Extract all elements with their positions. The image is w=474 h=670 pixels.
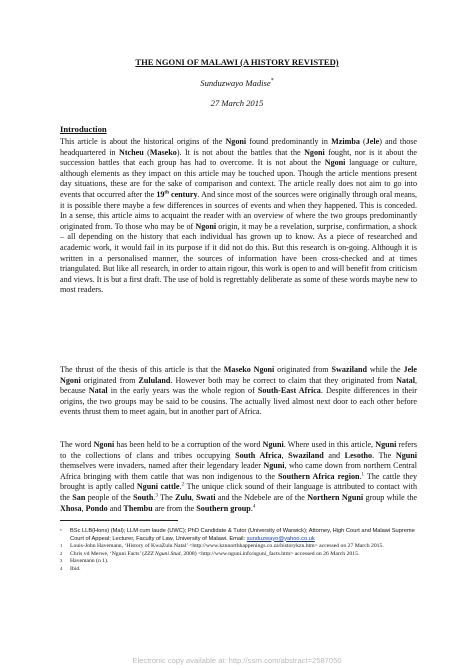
footnote-mark: 3 [60, 558, 63, 564]
ssrn-footer-link[interactable]: Electronic copy available at: http://ssrn.com/abstract=2587050 [132, 656, 342, 665]
footnote-author: * BSc LLB(Hons) (Mal); LLM cum laude (UWC); PhD Candidate & Tutor (University of Warwick); Attorney, High Court and Malawi Supreme Court of Appeal; Lecturer, Faculty of Law, University of Malawi. Email: sunduzwayo@yahoo.co.uk [60, 528, 415, 542]
footnote-1: 1 Louis-John Havemann, ‘History of KwaZulu Natal’ <http://www.kznnorthhappenings.co.za/historykzn.htm> accessed on 27 March 2015. [60, 543, 384, 550]
footnote-mark: 2 [60, 550, 63, 556]
paper-title: THE NGONI OF MALAWI (A HISTORY REVISTED) [135, 57, 339, 67]
footnote-separator [60, 520, 178, 521]
footnote-mark: 4 [60, 565, 63, 571]
footnote-mark: 1 [60, 543, 63, 549]
publication-date: 27 March 2015 [210, 98, 264, 108]
section-heading: Introduction [60, 124, 107, 134]
footnote-3: 3 Havemann (n 1). [60, 558, 109, 565]
footnote-4: 4 Ibid. [60, 565, 81, 572]
footnote-mark: * [60, 528, 62, 533]
author-email-link[interactable]: sunduzwayo@yahoo.co.uk [246, 535, 315, 542]
author-footnote-marker[interactable]: * [270, 78, 274, 85]
footnote-2: 2 Chris vd Merwe, ‘Nguni Facts’ (ZZZ Nguni Stud, 2008) <http://www.nguni.info/nguni_facts.htm> accessed on 26 March 2015. [60, 550, 360, 557]
paragraph-3: The word Ngoni has been held to be a corruption of the word Nguni. Where used in this article, Nguni refers to the collections of clans and tribes occupying South Africa, Swaziland and Lesotho. The Nguni themselves were invaders, named after their legendary leader Nguni, who came down from northern Central Africa bringing with them cattle that was non indigenous to the Southern Africa region.$^1$ The cattle they brought is aptly called Nguni cattle.$^2$ The unique click sound of their language is attributed to contact with the San people of the South.$^3$ The Zulu, Swati and the Ndebele are of the Northern Nguni group while the Xhosa, Pondo and Thembu are from the Southern group.$^4$ [60, 440, 418, 513]
paragraph-1: This article is about the historical origins of the Ngoni found predominantly in Mzimba (Jele) and those headquartered in Ntcheu (Maseko). It is not about the battles that the Ngoni fought, nor is it about the succession battles that each group has had to overcome. It is not about the Ngoni language or culture, although elements as they impact on this article may be touched upon. Though the article mentions present day situations, these are for the sake of comparison and context. The article really does not aim to go into events that occurred after the 19th century. And since most of the sources were originally through oral means, it is possible there maybe a few differences in sources of events and when they happened. This is conceded. In a sense, this article aims to acquaint the reader with an overview of where the two groups predominantly originated from. To those who may be of Ngoni origin, it may be a revelation, surprise, confirmation, a shock – all depending on the history that each individual has grown up to know. As a piece of researched and academic work, it would fail in its purpose if it did not do this. But this research is on-going. Although it is written in a personalised manner, the sources of information have been cross-checked and at times triangulated. But like all research, in order to attain rigour, this work is open to and will benefit from criticism and views. It is but a first draft. The use of bold is regrettably deliberate as some of these words maybe new to most readers. [60, 137, 418, 295]
footnote-ref-1[interactable]: 1 [361, 472, 365, 478]
footnotes [60, 528, 417, 574]
footnote-ref-4[interactable]: 4 [252, 503, 256, 509]
footnote-ref-2[interactable]: 2 [181, 482, 185, 488]
paragraph-2: The thrust of the thesis of this article is that the Maseko Ngoni originated from Swaziland while the Jele Ngoni originated from Zululand. However both may be correct to claim that they originated from Natal, because Natal in the early years was the whole region of South-East Africa. Despite differences in their origins, the two groups may be said to be cousins. The actually lived almost next door to each other before events thrust them to meet again, but in another part of Africa. [60, 365, 417, 417]
author-name: Sunduzwayo Madise [200, 78, 271, 88]
author-line [0, 78, 474, 88]
footnote-ref-3[interactable]: 3 [155, 493, 158, 499]
